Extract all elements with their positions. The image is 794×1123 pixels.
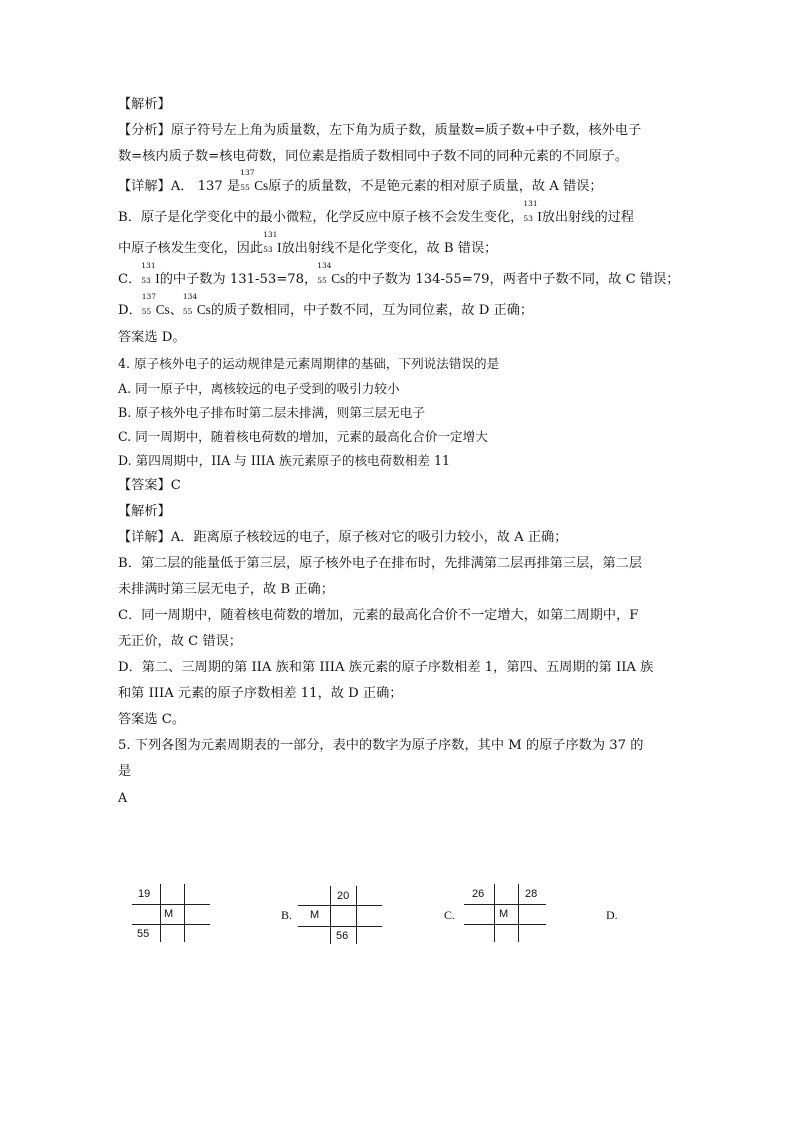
q4-detail-c-1: C．同一周期中，随着核电荷数的增加，元素的最高化合价不一定增大，如第二周期中，F (118, 608, 639, 623)
q4-option-d: D. 第四周期中，IIA 与 IIIA 族元素原子的核电荷数相差 11 (118, 453, 451, 468)
q4-detail-d-1: D．第二、三周期的第 IIA 族和第 IIIA 族元素的原子序数相差 1，第四、五周期的第 IIA 族 (118, 660, 654, 675)
q4-answer: 【答案】C (118, 478, 181, 493)
analysis-text-1: 【分析】原子符号左上角为质量数，左下角为质子数，质量数=质子数+中子数，核外电子 (118, 123, 642, 138)
cell-top: 19 (138, 888, 151, 900)
q4-detail-b-1: B．第二层的能量低于第三层，原子核外电子在排布时，先排满第二层再排第三层，第二层 (118, 556, 642, 571)
q4-option-b: B. 原子核外电子排布时第二层未排满，则第三层无电子 (118, 405, 425, 420)
isotope-cs134: 134 55 (317, 261, 332, 285)
q4-detail-c-2: 无正价，故 C 错误； (118, 634, 242, 649)
cell-mid: M (499, 908, 509, 920)
q5-option-a-label: A (118, 790, 128, 805)
detail-a: 【详解】A． 137 是 137 55 Cs原子的质量数，不是铯元素的相对原子质量，故 A 错误； (118, 168, 603, 194)
cell-bottom: 56 (336, 930, 349, 942)
document-page (118, 92, 678, 811)
detail-b-2: 中原子核发生变化，因此 131 53 I放出射线不是化学变化，故 B 错误； (118, 230, 498, 256)
detail-b-1: B．原子是化学变化中的最小微粒，化学反应中原子核不会发生变化， 131 53 I放出射线的过程 (118, 199, 635, 225)
cell-top-right: 28 (525, 888, 538, 900)
q5-figures (118, 880, 678, 950)
q4-final-answer: 答案选 C。 (118, 712, 186, 727)
q4-option-a: A. 同一原子中，离核较远的电子受到的吸引力较小 (118, 381, 400, 396)
isotope-cs137: 137 55 (240, 168, 255, 192)
isotope-i131: 131 53 (141, 261, 156, 285)
analysis-text-2: 数=核内质子数=核电荷数，同位素是指质子数相同中子数不同的同种元素的不同原子。 (118, 149, 629, 164)
q4-option-c: C. 同一周期中，随着核电荷数的增加，元素的最高化合价一定增大 (118, 429, 488, 444)
cell-bottom: 55 (137, 928, 150, 940)
cell-top: 20 (337, 890, 350, 902)
q5-stem-1: 5. 下列各图为元素周期表的一部分，表中的数字为原子序数，其中 M 的原子序数为 37 的 (118, 738, 644, 753)
cell-mid: M (164, 908, 174, 920)
q4-detail-a: 【详解】A．距离原子核较远的电子，原子核对它的吸引力较小，故 A 正确； (118, 530, 568, 545)
q4-analysis-heading: 【解析】 (118, 504, 171, 519)
detail-d: D． 137 55 Cs、 134 55 Cs的质子数相同，中子数不同，互为同位素，故 D 正确； (118, 292, 534, 318)
answer-d: 答案选 D。 (118, 330, 186, 345)
isotope-cs137: 137 55 (141, 292, 157, 316)
detail-c: C． 131 53 I的中子数为 131-53=78， 134 55 Cs的中子数为 134-55=79，两者中子数不同，故 C 错误； (118, 261, 680, 287)
q5-stem-2: 是 (118, 764, 132, 779)
q4-detail-b-2: 未排满时第三层无电子，故 B 正确； (118, 582, 334, 597)
figure-b-label: B. (281, 908, 293, 922)
isotope-i131: 131 53 (523, 199, 538, 223)
figure-d-label: D. (606, 908, 618, 922)
cell-mid: M (310, 909, 320, 921)
q4-detail-d-2: 和第 IIIA 元素的原子序数相差 11，故 D 正确； (118, 686, 403, 701)
analysis-heading: 【解析】 (118, 97, 171, 112)
q4-stem: 4. 原子核外电子的运动规律是元素周期律的基础，下列说法错误的是 (118, 356, 500, 371)
isotope-cs134: 134 55 (182, 292, 198, 316)
cell-top-left: 26 (472, 888, 485, 900)
isotope-i131: 131 53 (263, 230, 278, 254)
figure-c-label: C. (444, 908, 456, 922)
